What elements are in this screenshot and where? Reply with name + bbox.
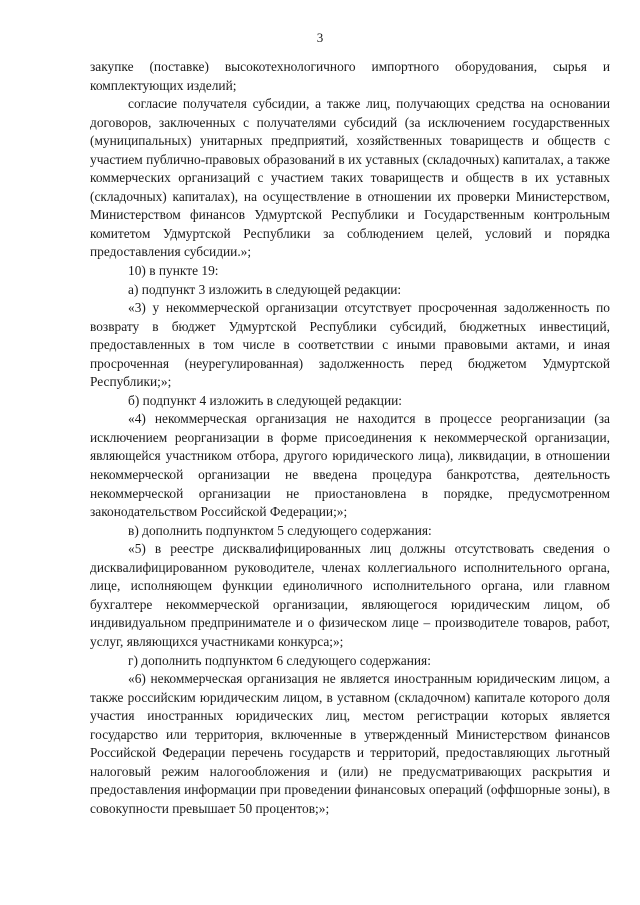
paragraph-clause-3: «3) у некоммерческой организации отсутствует просроченная задолженность по возврату в бюджет Удмуртской Республики субсидий, бюджетных инвестиций, предоставленных в том числе в соответствии с иными правовыми актами, и иная просроченная (неурегулированная) задолженность перед бюджетом Удмуртской Республики;»; (90, 300, 610, 390)
paragraph-subitem-a: а) подпункт 3 изложить в следующей редакции: (128, 281, 402, 297)
paragraph-item-10: 10) в пункте 19: (128, 263, 219, 279)
paragraph-consent: согласие получателя субсидии, а также лиц, получающих средства на основании договоров, заключенных с получателями субсидий (за исключением государственных (муниципальных) унитарных предприятий, хозяйственных товариществ и обществ с участием публично-правовых образований в их уставных (складочных) капиталах, а также коммерческих организаций с участием таких товариществ и обществ в их уставных (складочных) капиталах), на осуществление в отношении их проверки Министерством, Министерством финансов Удмуртской Республики и Государственным контрольным комитетом Удмуртской Республики за соблюдением целей, условий и порядка предоставления субсидии.»; (90, 96, 610, 260)
paragraph-subitem-v: в) дополнить подпунктом 5 следующего содержания: (128, 522, 432, 538)
paragraph-subitem-g: г) дополнить подпунктом 6 следующего содержания: (128, 652, 431, 668)
paragraph-clause-5: «5) в реестре дисквалифицированных лиц должны отсутствовать сведения о дисквалифицированном руководителе, членах коллегиального исполнительного органа, лице, исполняющем функции единоличного исполнительного органа, или главном бухгалтере некоммерческой организации, являющегося юридическим лицом, об индивидуальном предпринимателе и о физическом лице – производителе товаров, работ, услуг, являющихся участниками конкурса;»; (90, 541, 610, 649)
paragraph-continuation: закупке (поставке) высокотехнологичного импортного оборудования, сырья и комплектующих изделий; (90, 59, 610, 93)
page-number: 3 (316, 30, 324, 45)
paragraph-clause-6: «6) некоммерческая организация не является иностранным юридическим лицом, а также российским юридическим лицом, в уставном (складочном) капитале которого доля участия иностранных юридических лиц, местом регистрации которых является государство или территория, включенные в утвержденный Министерством финансов Российской Федерации перечень государств и территорий, предоставляющих льготный налоговый режим налогообложения и (или) не предусматривающих раскрытия и предоставления информации при проведении финансовых операций (оффшорные зоны), в совокупности превышает 50 процентов;»; (90, 671, 610, 816)
document-body (90, 58, 610, 818)
paragraph-clause-4: «4) некоммерческая организация не находится в процессе реорганизации (за исключением реорганизации в форме присоединения к некоммерческой организации, являющейся участником отбора, другого юридического лица), ликвидации, в отношении некоммерческой организации не введена процедура банкротства, деятельность некоммерческой организации не приостановлена в порядке, предусмотренном законодательством Российской Федерации;»; (90, 411, 610, 520)
paragraph-subitem-b: б) подпункт 4 изложить в следующей редакции: (128, 392, 403, 408)
